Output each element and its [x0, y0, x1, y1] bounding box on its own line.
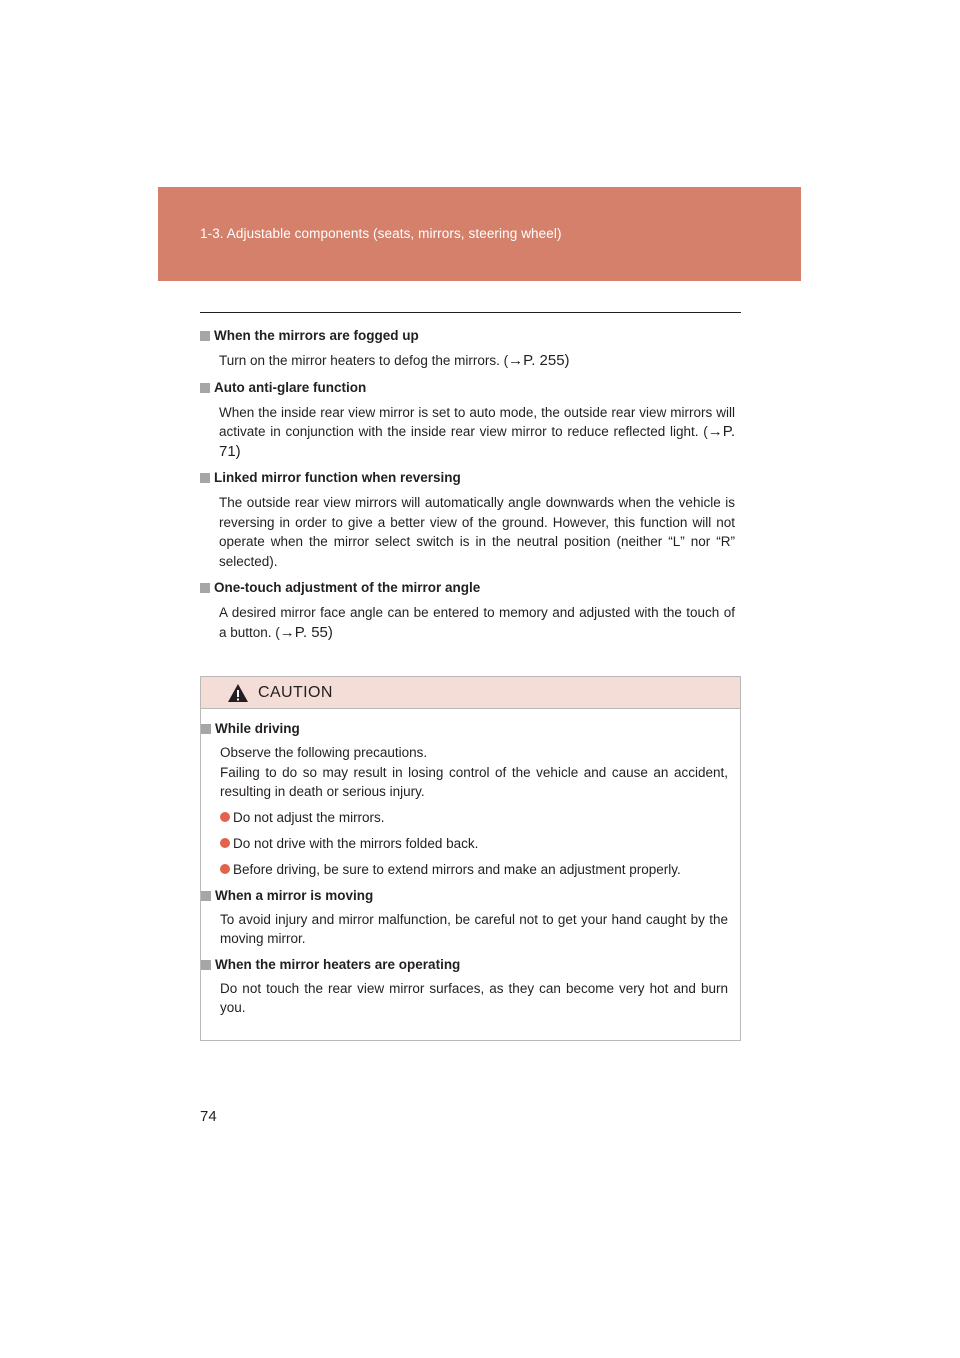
caution-section-while-driving	[201, 719, 734, 879]
section-linked-mirror-reversing	[200, 468, 741, 571]
square-bullet-icon	[200, 473, 210, 483]
caution-bullet-text: Do not adjust the mirrors.	[233, 809, 385, 825]
caution-body	[201, 709, 740, 1018]
section-title: 1-3. Adjustable components (seats, mirrors, steering wheel)	[200, 226, 562, 241]
section-body	[200, 603, 741, 642]
section-text: Turn on the mirror heaters to defog the mirrors. (	[219, 353, 509, 368]
main-content	[200, 326, 741, 649]
caution-text-line: Failing to do so may result in losing control of the vehicle and cause an accident, resulting in death or serious injury.	[220, 764, 728, 799]
square-bullet-icon	[201, 724, 211, 734]
section-heading	[200, 578, 741, 598]
square-bullet-icon	[201, 960, 211, 970]
caution-heading-text: When a mirror is moving	[215, 887, 374, 903]
section-heading-text: When the mirrors are fogged up	[214, 328, 419, 343]
caution-section-heaters-operating	[201, 955, 734, 1018]
caution-heading	[201, 719, 734, 739]
section-text: When the inside rear view mirror is set to auto mode, the outside rear view mirrors will activate in conjunction with the inside rear view mirror to reduce reflected light. (	[219, 404, 735, 439]
square-bullet-icon	[200, 331, 210, 341]
circle-bullet-icon	[220, 838, 230, 848]
section-text: The outside rear view mirrors will automatically angle downwards when the vehicle is reversing in order to give a better view of the ground. However, this function will not operate when the mirror select switch is in the neutral position (neither “L” nor “R” selected).	[219, 495, 735, 569]
section-auto-anti-glare	[200, 378, 741, 462]
caution-heading	[201, 955, 734, 975]
warning-triangle-icon	[227, 683, 249, 703]
section-body	[200, 403, 741, 462]
caution-text: To avoid injury and mirror malfunction, be careful not to get your hand caught by the moving mirror.	[220, 911, 728, 946]
square-bullet-icon	[200, 383, 210, 393]
caution-text: Do not touch the rear view mirror surfaces, as they can become very hot and burn you.	[220, 980, 728, 1015]
caution-bullet-text: Before driving, be sure to extend mirrors and make an adjustment properly.	[233, 861, 681, 877]
caution-section-mirror-moving	[201, 886, 734, 949]
top-rule	[200, 312, 741, 313]
caution-text	[201, 743, 734, 802]
section-heading	[200, 468, 741, 488]
circle-bullet-icon	[220, 864, 230, 874]
section-heading-text: One-touch adjustment of the mirror angle	[214, 580, 481, 595]
square-bullet-icon	[200, 583, 210, 593]
caution-heading-text: When the mirror heaters are operating	[215, 956, 461, 972]
caution-text-line: Observe the following precautions.	[220, 745, 428, 760]
page-reference: →P. 255)	[508, 352, 570, 369]
section-heading	[200, 378, 741, 398]
caution-heading	[201, 886, 734, 906]
caution-bullet	[201, 808, 734, 827]
section-text: A desired mirror face angle can be entered to memory and adjusted with the touch of a button. (	[219, 605, 735, 640]
section-header-band	[158, 187, 801, 281]
section-fogged-mirrors	[200, 326, 741, 371]
section-heading-text: Linked mirror function when reversing	[214, 470, 461, 485]
section-body	[200, 493, 741, 571]
page-reference: →P. 71)	[219, 423, 735, 460]
caution-bullet	[201, 834, 734, 853]
section-heading	[200, 326, 741, 346]
caution-heading-text: While driving	[215, 721, 300, 736]
section-body	[200, 351, 741, 371]
section-heading-text: Auto anti-glare function	[214, 379, 367, 395]
page-reference: →P. 55)	[279, 623, 333, 641]
caution-bullet	[201, 860, 734, 879]
caution-box	[200, 676, 741, 1041]
caution-title: CAUTION	[258, 683, 333, 701]
caution-header	[201, 677, 740, 709]
section-one-touch-adjustment	[200, 578, 741, 642]
circle-bullet-icon	[220, 812, 230, 822]
square-bullet-icon	[201, 891, 211, 901]
page-number: 74	[200, 1108, 217, 1125]
caution-bullet-text: Do not drive with the mirrors folded back.	[233, 835, 479, 851]
